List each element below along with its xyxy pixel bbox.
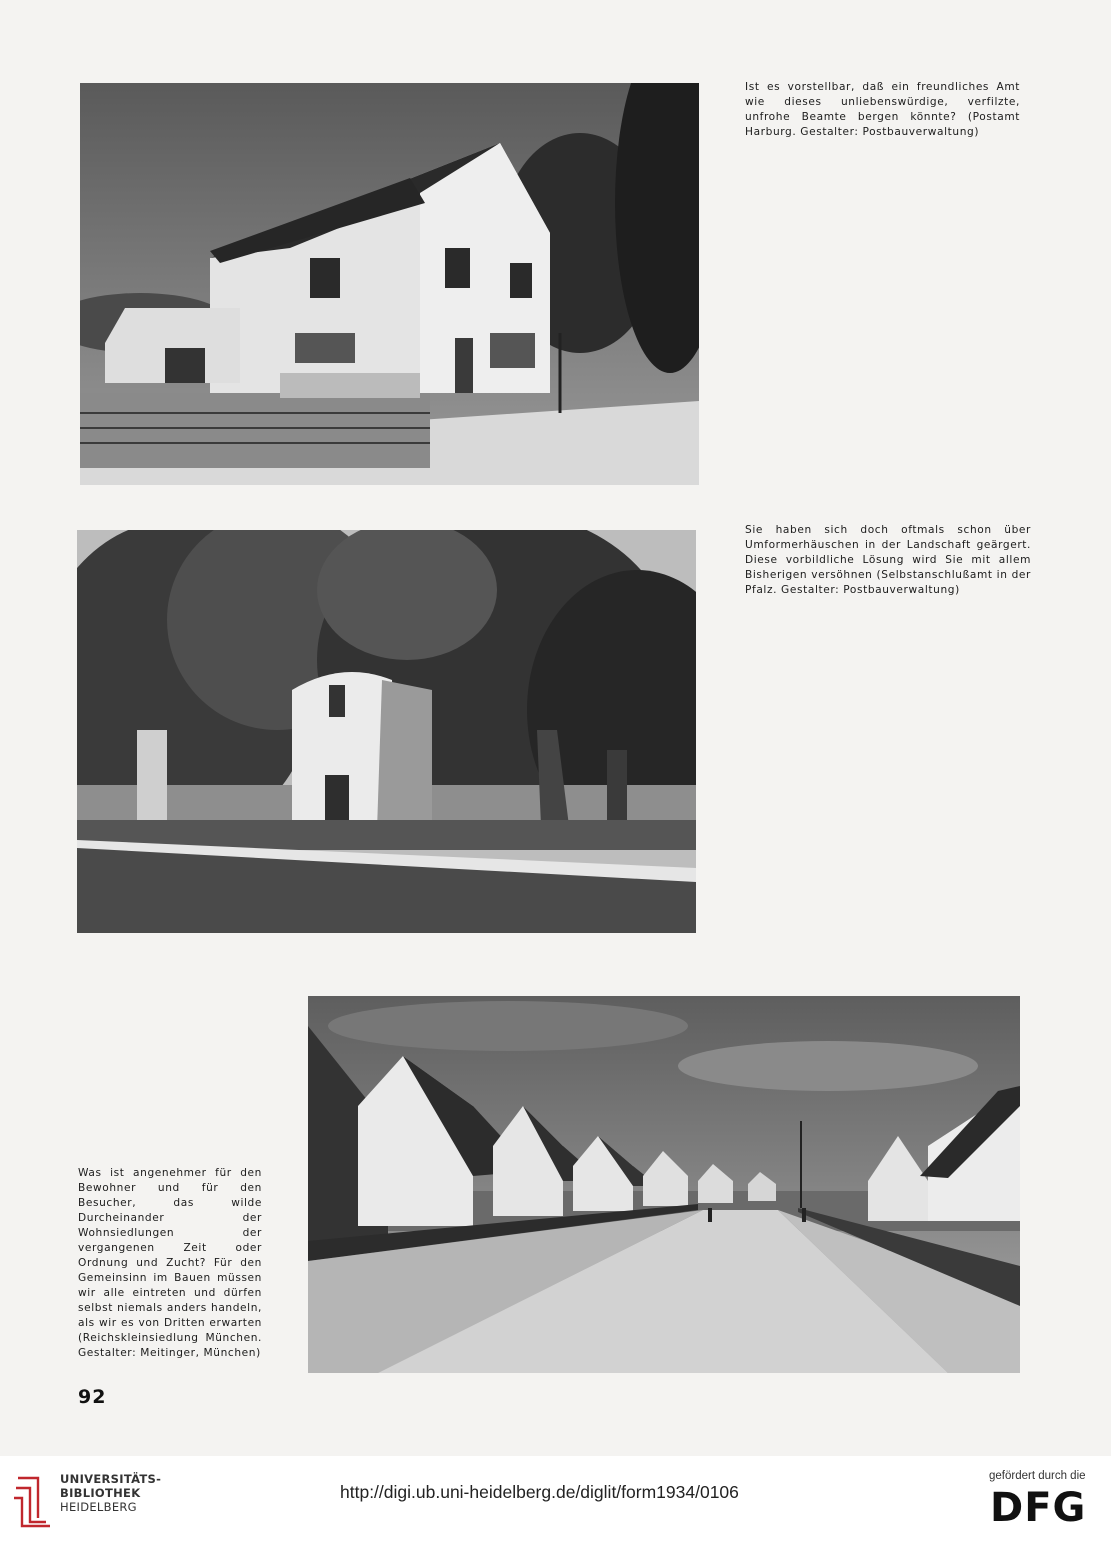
footer-bar <box>0 1456 1111 1542</box>
source-url-link[interactable]: http://digi.ub.uni-heidelberg.de/diglit/form1934/0106 <box>340 1482 739 1502</box>
photo-transformer-house <box>77 530 696 933</box>
caption-post-office: Ist es vorstellbar, daß ein freundliches Amt wie dieses unliebenswürdige, verfilzte, unfrohe Beamte bergen könnte? (Postamt Harburg. Gestalter: Postbauverwaltung) <box>745 81 1020 138</box>
caption-settlement: Was ist angenehmer für den Bewohner und für den Besucher, das wilde Durcheinander der Wohnsiedlungen der vergangenen Zeit oder Ordnung und Zucht? Für den Gemeinsinn im Bauen müssen wir alle eintreten und dürfen selbst niemals anders handeln, als wir es von Dritten erwarten (Reichskleinsiedlung München. Gestalter: Meitinger, München) <box>78 1167 262 1359</box>
library-name-line3: HEIDELBERG <box>60 1500 137 1514</box>
library-name-line1: UNIVERSITÄTS- <box>60 1472 162 1486</box>
caption-transformer-house: Sie haben sich doch oftmals schon über Umformerhäuschen in der Landschaft geärgert. Diese vorbildliche Lösung wird Sie mit allem Bisherigen versöhnen (Selbstanschlußamt in der Pfalz. Gestalter: Postbauverwaltung) <box>745 524 1031 596</box>
library-name <box>60 1472 161 1514</box>
photo-settlement-street <box>308 996 1020 1373</box>
university-library-logo-icon <box>12 1470 52 1528</box>
funded-by-label: gefördert durch die <box>989 1470 1086 1482</box>
page-number: 92 <box>78 1386 107 1408</box>
dfg-logo: DFG <box>990 1485 1087 1531</box>
library-name-line2: BIBLIOTHEK <box>60 1486 141 1500</box>
photo-post-office <box>80 83 699 485</box>
